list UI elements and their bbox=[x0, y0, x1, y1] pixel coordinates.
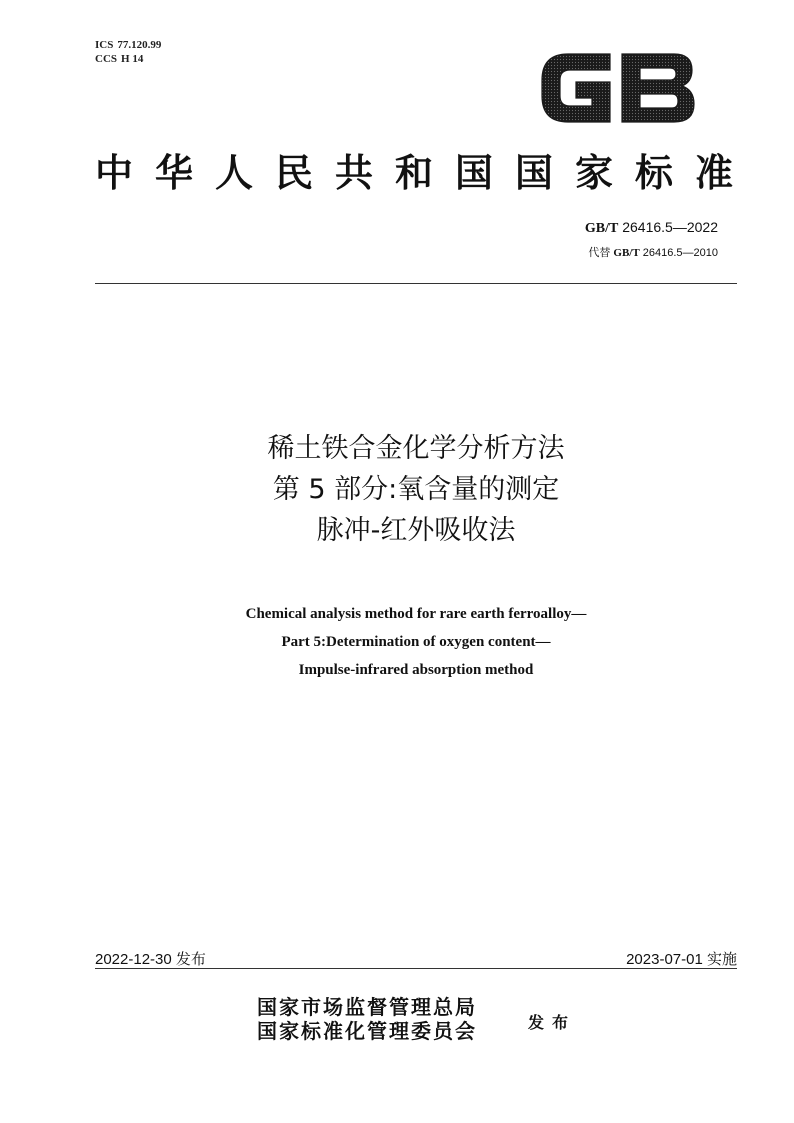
replaces-code: 26416.5—2010 bbox=[642, 247, 718, 259]
classification-codes bbox=[95, 38, 165, 66]
implementation-date-value: 2023-07-01 bbox=[626, 951, 703, 968]
ics-value: 77.120.99 bbox=[117, 39, 162, 51]
english-title bbox=[95, 600, 737, 684]
standard-code: 26416.5—2022 bbox=[622, 219, 718, 235]
ccs-label: CCS bbox=[95, 53, 118, 65]
issuing-authorities bbox=[257, 995, 477, 1043]
chinese-title-line-1: 稀土铁合金化学分析方法 bbox=[267, 433, 565, 464]
replaces-standard bbox=[588, 244, 718, 260]
replaces-prefix: GB/T bbox=[613, 247, 640, 259]
issuer-samr: 国家市场监督管理总局 bbox=[257, 995, 477, 1019]
standard-prefix: GB/T bbox=[584, 221, 619, 236]
ics-code bbox=[95, 38, 165, 52]
english-title-line-1: Chemical analysis method for rare earth ferroalloy— bbox=[245, 606, 587, 622]
publish-label: 发布 bbox=[528, 1013, 577, 1032]
national-standard-title: 中华人民共和国国家标准 bbox=[95, 150, 737, 195]
footer-divider bbox=[95, 968, 737, 969]
gb-logo-icon bbox=[538, 46, 696, 128]
chinese-title-line-2: 第 5 部分:氧含量的测定 bbox=[272, 474, 560, 505]
issue-date bbox=[95, 948, 206, 969]
implementation-date-label: 实施 bbox=[706, 950, 737, 968]
replaces-label: 代替 bbox=[588, 246, 611, 259]
header-divider bbox=[95, 283, 737, 284]
gb-logo bbox=[538, 46, 696, 128]
english-title-line-2: Part 5:Determination of oxygen content— bbox=[281, 634, 551, 650]
ccs-code bbox=[95, 52, 165, 66]
issue-date-label: 发布 bbox=[175, 950, 206, 968]
ccs-value: H 14 bbox=[121, 53, 144, 65]
ics-label: ICS bbox=[95, 39, 114, 51]
issuer-sac: 国家标准化管理委员会 bbox=[257, 1019, 477, 1043]
chinese-title-line-3: 脉冲-红外吸收法 bbox=[316, 515, 516, 546]
issue-date-value: 2022-12-30 bbox=[95, 951, 172, 968]
standard-number bbox=[585, 219, 718, 237]
implementation-date bbox=[626, 948, 737, 969]
chinese-title bbox=[95, 428, 737, 551]
english-title-line-3: Impulse-infrared absorption method bbox=[298, 662, 534, 678]
